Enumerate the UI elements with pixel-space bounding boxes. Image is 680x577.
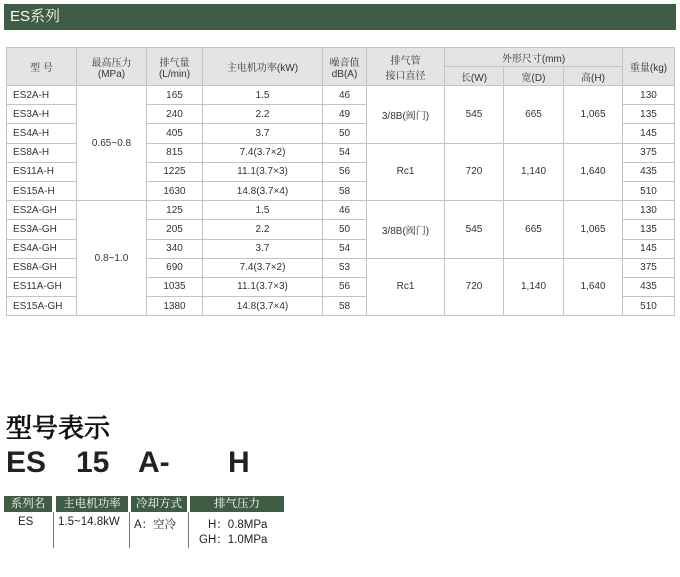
cell-flow: 125: [147, 201, 203, 220]
cell-flow: 240: [147, 105, 203, 124]
cell-weight: 130: [623, 201, 675, 220]
cell-noise: 58: [323, 181, 367, 200]
cell-model: ES2A-H: [7, 86, 77, 105]
cell-dim-h: 1,065: [564, 201, 623, 259]
cell-model: ES4A-H: [7, 124, 77, 143]
cell-flow: 340: [147, 239, 203, 258]
divider: [129, 512, 130, 548]
value-series: ES: [18, 516, 34, 528]
header-port: 排气管 接口直径: [367, 48, 445, 86]
cell-model: ES4A-GH: [7, 239, 77, 258]
cell-dim-h: 1,065: [564, 86, 623, 144]
cell-flow: 690: [147, 258, 203, 277]
cell-power: 2.2: [203, 105, 323, 124]
cell-flow: 405: [147, 124, 203, 143]
cell-weight: 375: [623, 258, 675, 277]
cell-noise: 58: [323, 297, 367, 316]
cell-port: 3/8B(阀门): [367, 86, 445, 144]
value-pressure-h: H：0.8MPa: [208, 519, 268, 531]
cell-model: ES11A-GH: [7, 277, 77, 296]
cell-flow: 165: [147, 86, 203, 105]
divider: [188, 512, 189, 548]
cell-model: ES8A-GH: [7, 258, 77, 277]
cell-model: ES15A-GH: [7, 297, 77, 316]
model-code-title: 型号表示: [6, 413, 111, 443]
header-power: 主电机功率(kW): [203, 48, 323, 86]
table-row: [7, 201, 675, 220]
header-dim-h: 高(H): [564, 67, 623, 86]
label-cooling: 冷却方式: [131, 496, 187, 512]
cell-port: 3/8B(阀门): [367, 201, 445, 259]
cell-power: 3.7: [203, 239, 323, 258]
header-dim-d: 宽(D): [504, 67, 564, 86]
cell-port: Rc1: [367, 143, 445, 201]
cell-pressure: 0.65~0.8: [77, 86, 147, 201]
cell-flow: 1035: [147, 277, 203, 296]
series-title: ES系列: [10, 8, 61, 25]
cell-model: ES11A-H: [7, 162, 77, 181]
cell-weight: 435: [623, 162, 675, 181]
cell-dim-h: 1,640: [564, 143, 623, 201]
cell-flow: 1225: [147, 162, 203, 181]
cell-power: 7.4(3.7×2): [203, 258, 323, 277]
cell-weight: 135: [623, 220, 675, 239]
cell-dim-d: 1,140: [504, 258, 564, 316]
cell-flow: 815: [147, 143, 203, 162]
cell-noise: 50: [323, 220, 367, 239]
header-noise: 噪音值 dB(A): [323, 48, 367, 86]
cell-model: ES3A-H: [7, 105, 77, 124]
code-part-power: 15: [76, 446, 110, 479]
cell-power: 2.2: [203, 220, 323, 239]
header-dims: 外形尺寸(mm): [445, 48, 623, 67]
cell-dim-w: 720: [445, 258, 504, 316]
cell-model: ES3A-GH: [7, 220, 77, 239]
cell-noise: 54: [323, 143, 367, 162]
label-series-name: 系列名: [4, 496, 52, 512]
cell-model: ES8A-H: [7, 143, 77, 162]
cell-dim-w: 720: [445, 143, 504, 201]
cell-dim-w: 545: [445, 86, 504, 144]
cell-power: 11.1(3.7×3): [203, 162, 323, 181]
header-model: 型 号: [7, 48, 77, 86]
cell-dim-d: 1,140: [504, 143, 564, 201]
cell-model: ES2A-GH: [7, 201, 77, 220]
cell-power: 3.7: [203, 124, 323, 143]
header-dim-w: 长(W): [445, 67, 504, 86]
value-pressure-gh: GH：1.0MPa: [199, 534, 268, 546]
cell-flow: 1630: [147, 181, 203, 200]
cell-dim-d: 665: [504, 201, 564, 259]
divider: [53, 512, 54, 548]
cell-power: 7.4(3.7×2): [203, 143, 323, 162]
code-part-cooling: A-: [138, 446, 170, 479]
cell-power: 11.1(3.7×3): [203, 277, 323, 296]
cell-weight: 145: [623, 239, 675, 258]
label-motor-power: 主电机功率: [56, 496, 128, 512]
cell-dim-h: 1,640: [564, 258, 623, 316]
cell-weight: 435: [623, 277, 675, 296]
cell-noise: 50: [323, 124, 367, 143]
cell-weight: 145: [623, 124, 675, 143]
cell-flow: 1380: [147, 297, 203, 316]
cell-weight: 130: [623, 86, 675, 105]
cell-noise: 53: [323, 258, 367, 277]
cell-noise: 49: [323, 105, 367, 124]
label-discharge-pressure: 排气压力: [190, 496, 284, 512]
cell-power: 14.8(3.7×4): [203, 181, 323, 200]
cell-noise: 46: [323, 86, 367, 105]
header-weight: 重量(kg): [623, 48, 675, 86]
cell-dim-d: 665: [504, 86, 564, 144]
table-row: [7, 86, 675, 105]
cell-power: 1.5: [203, 86, 323, 105]
value-power-range: 1.5~14.8kW: [58, 516, 120, 528]
cell-port: Rc1: [367, 258, 445, 316]
code-part-pressure: H: [228, 446, 250, 479]
cell-noise: 46: [323, 201, 367, 220]
cell-power: 1.5: [203, 201, 323, 220]
cell-power: 14.8(3.7×4): [203, 297, 323, 316]
cell-weight: 375: [623, 143, 675, 162]
value-cooling: A：空冷: [134, 519, 177, 531]
cell-noise: 56: [323, 277, 367, 296]
cell-flow: 205: [147, 220, 203, 239]
code-part-series: ES: [6, 446, 47, 479]
cell-model: ES15A-H: [7, 181, 77, 200]
series-title-bar: [4, 4, 676, 30]
cell-weight: 510: [623, 181, 675, 200]
spec-table: [6, 47, 675, 316]
cell-dim-w: 545: [445, 201, 504, 259]
cell-weight: 135: [623, 105, 675, 124]
cell-weight: 510: [623, 297, 675, 316]
cell-pressure: 0.8~1.0: [77, 201, 147, 316]
header-flow: 排气量 (L/min): [147, 48, 203, 86]
header-pressure: 最高压力 (MPa): [77, 48, 147, 86]
cell-noise: 56: [323, 162, 367, 181]
cell-noise: 54: [323, 239, 367, 258]
